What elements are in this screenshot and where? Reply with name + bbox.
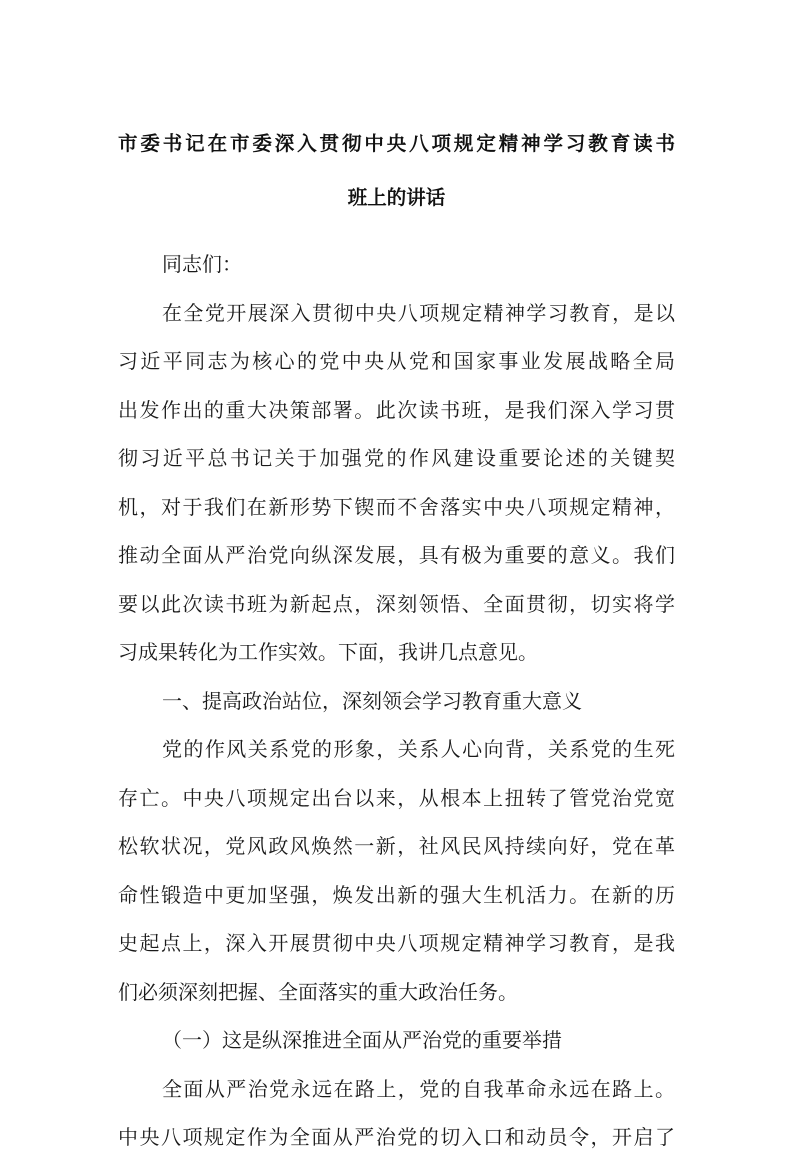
paragraph-line: 推动全面从严治党向纵深发展，具有极为重要的意义。我们 [118,543,675,567]
paragraph-line: 党的作风关系党的形象，关系人心向背，关系党的生死 [162,737,675,761]
paragraph-line: 史起点上，深入开展贯彻中央八项规定精神学习教育，是我 [118,931,675,955]
document-title-line-1: 市委书记在市委深入贯彻中央八项规定精神学习教育读书 [118,132,675,155]
subsection-heading: （一）这是纵深推进全面从严治党的重要举措 [162,1028,562,1052]
paragraph-line: 松软状况，党风政风焕然一新，社风民风持续向好，党在革 [118,834,675,858]
paragraph-line: 们必须深刻把握、全面落实的重大政治任务。 [118,980,518,1004]
paragraph-line: 习成果转化为工作实效。下面，我讲几点意见。 [118,640,538,664]
salutation: 同志们： [162,252,242,276]
paragraph-line: 全面从严治党永远在路上，党的自我革命永远在路上。 [162,1077,675,1101]
document-title-line-2: 班上的讲话 [347,186,446,209]
paragraph-line: 存亡。中央八项规定出台以来，从根本上扭转了管党治党宽 [118,786,675,810]
paragraph-line: 在全党开展深入贯彻中央八项规定精神学习教育，是以 [162,301,675,325]
paragraph-line: 中央八项规定作为全面从严治党的切入口和动员令，开启了 [118,1125,675,1149]
paragraph-line: 机，对于我们在新形势下锲而不舍落实中央八项规定精神， [118,495,675,519]
paragraph-line: 出发作出的重大决策部署。此次读书班，是我们深入学习贯 [118,398,675,422]
paragraph-line: 命性锻造中更加坚强，焕发出新的强大生机活力。在新的历 [118,883,675,907]
section-heading: 一、提高政治站位，深刻领会学习教育重大意义 [162,689,582,713]
paragraph-line: 要以此次读书班为新起点，深刻领悟、全面贯彻，切实将学 [118,592,675,616]
paragraph-line: 彻习近平总书记关于加强党的作风建设重要论述的关键契 [118,446,675,470]
paragraph-line: 习近平同志为核心的党中央从党和国家事业发展战略全局 [118,349,675,373]
